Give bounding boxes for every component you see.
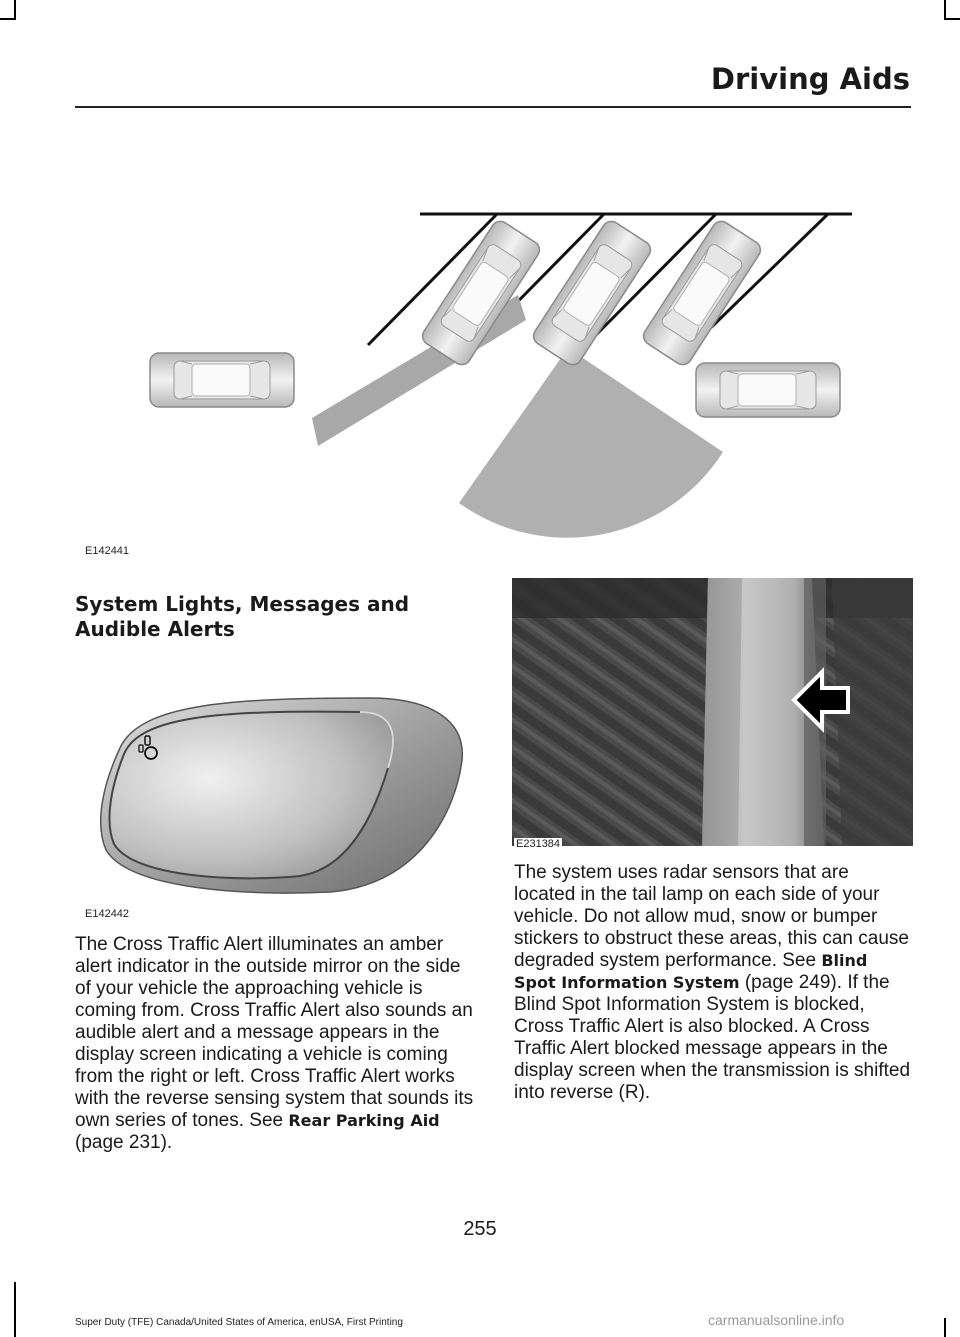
right-page-ref: (page 249). <box>744 972 843 993</box>
left-paragraph-text: The Cross Traffic Alert illuminates an amber alert indicator in the outside mirror on the side of your vehicle the approaching vehicle is coming from. Cross Traffic Alert also sounds an audible alert and a message appears in the display screen indicating a vehicle is coming from the right or left. Cross Traffic Alert works with the reverse sensing system that sounds its own series of tones. <box>75 934 474 1131</box>
watermark: carmanualsonline.info <box>708 1312 845 1328</box>
footer-text: Super Duty (TFE) Canada/United States of America, enUSA, First Printing <box>75 1317 403 1328</box>
crop-mark-top-left-v <box>14 0 16 18</box>
link-rear-parking-aid[interactable]: Rear Parking Aid <box>288 1111 440 1130</box>
mirror-figure <box>90 690 470 900</box>
page-number: 255 <box>463 1218 497 1240</box>
crop-mark-top-left-h <box>0 18 16 20</box>
figure-id-camera: E231384 <box>516 838 561 850</box>
left-see-text: See <box>249 1110 284 1131</box>
crop-mark-top-right-v <box>944 0 946 18</box>
crop-mark-bottom-right-v <box>944 1318 946 1337</box>
header-rule <box>75 106 911 108</box>
left-paragraph <box>75 934 475 1154</box>
link-blind-spot-information-system[interactable]: Blind Spot Information System <box>514 951 868 992</box>
camera-figure <box>512 578 913 846</box>
page-title: Driving Aids <box>710 62 910 96</box>
crop-mark-bottom-left-v <box>14 1282 16 1337</box>
right-paragraph <box>514 862 914 1104</box>
crop-mark-top-right-h <box>944 18 960 20</box>
figure-id-mirror: E142442 <box>85 908 130 920</box>
right-paragraph-text-b: If the Blind Spot Information System is blocked, Cross Traffic Alert is also blocked. A Cross Traffic Alert blocked message appears in the display screen when the transmission is shifted into reverse (R). <box>514 972 911 1103</box>
parking-diagram <box>140 200 860 545</box>
section-title: System Lights, Messages and Audible Alerts <box>75 592 410 641</box>
right-paragraph-text-a: The system uses radar sensors that are located in the tail lamp on each side of your vehicle. Do not allow mud, snow or bumper stickers to obstruct these areas, this can cause degraded system performance. <box>514 862 909 971</box>
blind-spot-alert-icon <box>138 735 160 761</box>
left-page-ref: (page 231). <box>75 1132 173 1153</box>
figure-id-parking: E142441 <box>85 545 130 557</box>
right-see-text: See <box>782 950 817 971</box>
